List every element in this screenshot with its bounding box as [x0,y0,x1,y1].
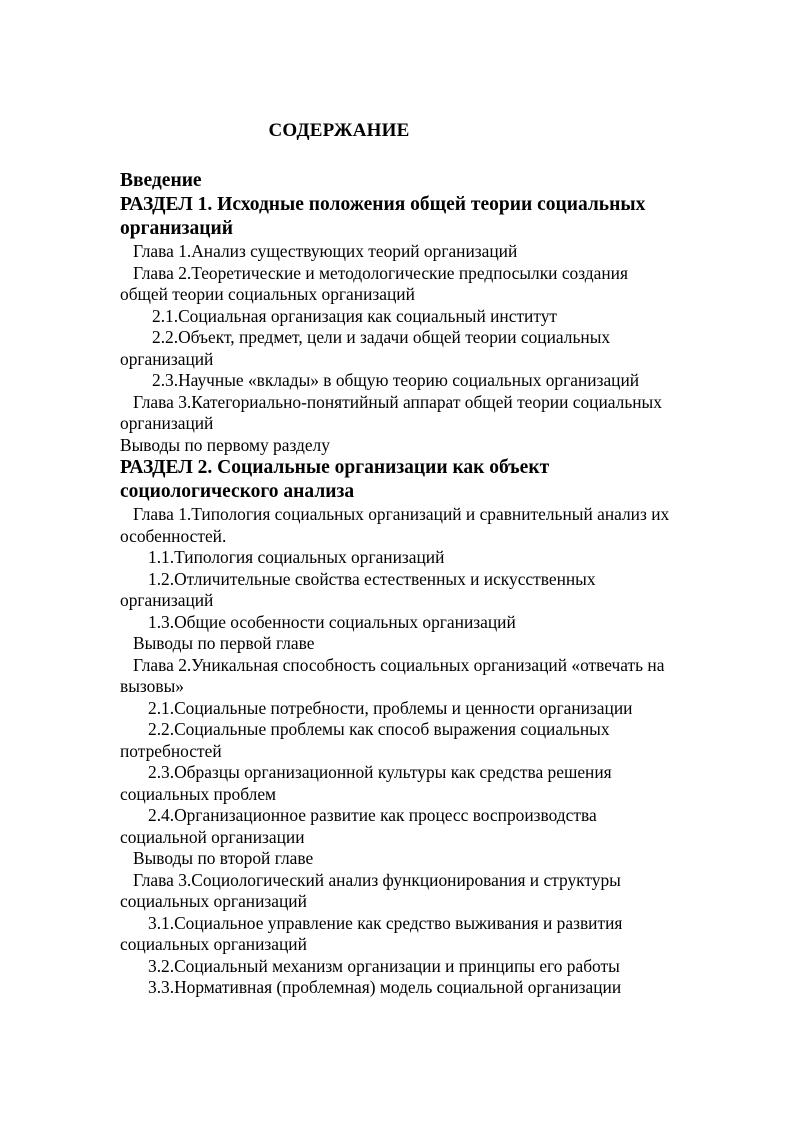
toc-section2-item-3-2[interactable]: 3.2.Социальный механизм организации и принципы его работы [148,955,620,976]
toc-section1-item-2-1[interactable]: 2.1.Социальная организация как социальный институт [152,305,558,326]
toc-section2-item-1-3[interactable]: 1.3.Общие особенности социальных организаций [148,611,516,632]
toc-section1-item-2-2[interactable]: 2.2.Объект, предмет, цели и задачи общей теории социальных организаций [120,327,611,369]
toc-section1-item-2-3[interactable]: 2.3.Научные «вклады» в общую теорию социальных организаций [152,370,640,390]
toc-section1-conclusions[interactable]: Выводы по первому разделу [120,434,330,455]
toc-section2-item-2-3[interactable]: 2.3.Образцы организационной культуры как средства решения социальных проблем [120,762,612,804]
page-title: СОДЕРЖАНИЕ [268,120,410,141]
toc-section1-chapter-2[interactable]: Глава 2.Теоретические и методологические предпосылки создания общей теории социальных организаций [120,262,628,304]
toc-section2-item-2-4[interactable]: 2.4.Организационное развитие как процесс воспроизводства социальной организации [120,805,597,847]
table-of-contents [120,169,680,999]
toc-section1-chapter-1[interactable]: Глава 1.Анализ существующих теорий организаций [133,241,518,261]
toc-section2-chapter-2[interactable]: Глава 2.Уникальная способность социальных организаций «отвечать на вызовы» [120,654,665,696]
toc-section2-chapter-2-conclusions[interactable]: Выводы по второй главе [133,848,314,868]
toc-section2-item-2-1[interactable]: 2.1.Социальные потребности, проблемы и ценности организации [148,697,633,718]
toc-section-1-heading[interactable]: РАЗДЕЛ 1. Исходные положения общей теории социальных организаций [120,194,646,239]
toc-section2-chapter-3[interactable]: Глава 3.Социологический анализ функционирования и структуры социальных организаций [120,869,621,911]
toc-section2-item-1-2[interactable]: 1.2.Отличительные свойства естественных и искусственных организаций [120,568,596,610]
toc-section2-chapter-1-conclusions[interactable]: Выводы по первой главе [133,633,315,653]
toc-section1-chapter-3[interactable]: Глава 3.Категориально-понятийный аппарат общей теории социальных организаций [120,391,662,433]
toc-section2-item-1-1[interactable]: 1.1.Типология социальных организаций [148,547,445,567]
toc-section2-item-3-3[interactable]: 3.3.Нормативная (проблемная) модель социальной организации [148,977,622,997]
toc-section2-item-3-1[interactable]: 3.1.Социальное управление как средство выживания и развития социальных организаций [120,912,623,954]
toc-section-2-heading[interactable]: РАЗДЕЛ 2. Социальные организации как объект социологического анализа [120,457,550,502]
toc-intro[interactable]: Введение [120,170,202,191]
toc-section2-chapter-1[interactable]: Глава 1.Типология социальных организаций и сравнительный анализ их особенностей. [120,504,670,546]
toc-section2-item-2-2[interactable]: 2.2.Социальные проблемы как способ выражения социальных потребностей [120,719,610,761]
